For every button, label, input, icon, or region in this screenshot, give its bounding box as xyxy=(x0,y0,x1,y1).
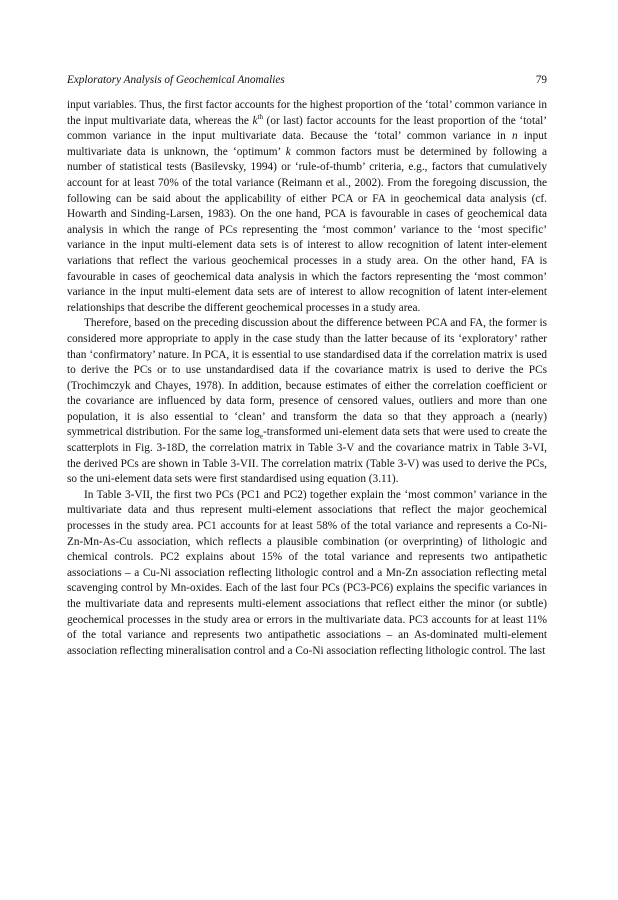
p1-text-2: (or last) factor accounts for the least proportion of the ‘total’ common variance in the input multivariate data. Because the ‘total’ common variance in xyxy=(67,114,547,143)
paragraph-2 xyxy=(67,316,547,488)
paragraph-1 xyxy=(67,98,547,316)
running-title: Exploratory Analysis of Geochemical Anomalies xyxy=(67,74,285,86)
paragraph-3 xyxy=(67,488,547,660)
p2-text-1: Therefore, based on the preceding discussion about the difference between PCA and FA, the former is considered more appropriate to apply in the case study than the latter because of its ‘exploratory’ rather than ‘confirmatory’ nature. In PCA, it is essential to use standardised data if the correlation matrix is used to derive the PCs or to use unstandardised data if the covariance matrix is used to derive the PCs (Trochimczyk and Chayes, 1978). In addition, because estimates of either the correlation coefficient or the covariance are influenced by data form, presence of censored values, outliers and more than one population, it is also essential to ‘clean’ and transform the data so that they approach a (nearly) symmetrical distribution. For the same log xyxy=(67,317,547,439)
p2-subscript-e: e xyxy=(259,432,263,441)
p1-text-1: input variables. Thus, the first factor accounts for the highest proportion of the ‘total’ common variance in the input multivariate data, whereas the xyxy=(67,99,547,127)
page-number: 79 xyxy=(535,74,547,86)
p1-var-k-2: k xyxy=(285,145,291,158)
p1-var-n: n xyxy=(511,130,518,143)
p1-text-4: common factors must be determined by following a number of statistical tests (Basilevsky, 1994) or ‘rule-of-thumb’ criteria, e.g., factors that cumulatively account for at least 70% of the total variance (Reimann et al., 2002). From the foregoing discussion, the following can be said about the applicability of either PCA or FA in geochemical data analysis (cf. Howarth and Sinding-Larsen, 1983). On the one hand, PCA is favourable in cases of geochemical data analysis in which the range of PCs representing the ‘most common’ variance to the ‘most specific’ variance in the input multi-element data sets is of interest to allow recognition of latent inter-element variations that reflect the various geochemical processes in a study area. On the other hand, FA is favourable in cases of geochemical data analysis in which the factors representing the ‘most common’ variance in the input multi-element data sets are of interest to allow recognition of latent inter-element relationships that describe the different geochemical processes in a study area. xyxy=(67,145,547,314)
p1-superscript-th: th xyxy=(257,112,263,121)
p1-var-k: k xyxy=(252,114,258,127)
running-header xyxy=(67,72,547,88)
p2-text-2: -transformed uni-element data sets that were used to create the scatterplots in Fig. 3-18D, the correlation matrix in Table 3-V and the covariance matrix in Table 3-VI, the derived PCs are shown in Table 3-VII. The correlation matrix (Table 3-V) was used to derive the PCs, so the uni-element data sets were first standardised using equation (3.11). xyxy=(67,426,547,486)
p1-text-3: input multivariate data is unknown, the ‘optimum’ xyxy=(67,130,548,158)
p3-text-1: In Table 3-VII, the first two PCs (PC1 and PC2) together explain the ‘most common’ variance in the multivariate data and thus represent multi-element associations that reflect the major geochemical processes in the study area. PC1 accounts for at least 58% of the total variance and represents a Co-Ni-Zn-Mn-As-Cu association, which reflects a plausible combination (or overprinting) of lithologic and chemical controls. PC2 explains about 15% of the total variance and represents two antipathetic associations – a Cu-Ni association reflecting lithologic control and a Mn-Zn association reflecting metal scavenging control by Mn-oxides. Each of the last four PCs (PC3-PC6) explains the specific variances in the multivariate data and represents multi-element associations that reflect either the minor (or subtle) geochemical processes in the study area or errors in the multivariate data. PC3 accounts for at least 11% of the total variance and represents two antipathetic associations – an As-dominated multi-element association reflecting mineralisation control and a Co-Ni association reflecting lithologic control. The last xyxy=(67,488,547,657)
body-text xyxy=(67,98,547,659)
